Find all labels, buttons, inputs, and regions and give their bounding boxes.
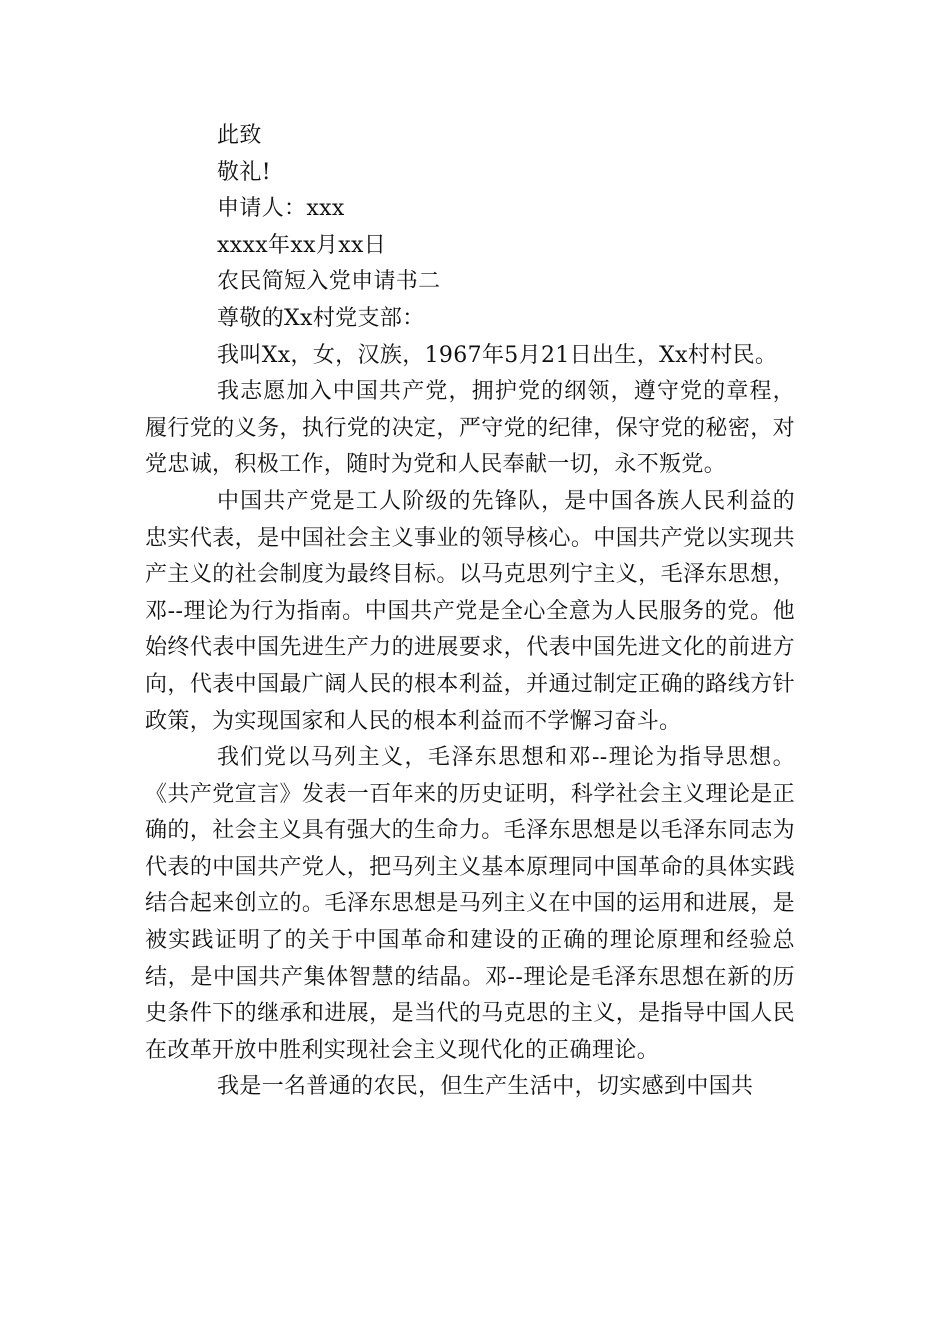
closing-salutation: 此致 <box>217 123 262 148</box>
paragraph-party-nature: 中国共产党是工人阶级的先锋队，是中国各族人民利益的忠实代表，是中国社会主义事业的领导核心。中国共产党以实现共产主义的社会制度为最终目标。以马克思列宁主义，毛泽东思想，邓--理论为行为指南。中国共产党是全心全意为人民服务的党。他始终代表中国先进生产力的进展要求，代表中国先进文化的前进方向，代表中国最广阔人民的根本利益，并通过制定正确的路线方针政策，为实现国家和人民的根本利益而不学懈习奋斗。 <box>145 488 795 734</box>
applicant-signature: 申请人：xxx <box>217 196 345 222</box>
application-date: xxxx年xx月xx日 <box>217 232 387 258</box>
letter-title: 农民简短入党申请书二 <box>217 269 441 295</box>
paragraph-pledge: 我志愿加入中国共产党，拥护党的纲领，遵守党的章程，履行党的义务，执行党的决定，严守党的纪律，保守党的秘密，对党忠诚，积极工作，随时为党和人民奉献一切，永不叛党。 <box>145 379 795 478</box>
document-page <box>145 118 795 1106</box>
paragraph-guiding-thought: 我们党以马列主义，毛泽东思想和邓--理论为指导思想。《共产党宣言》发表一百年来的历史证明，科学社会主义理论是正确的，社会主义具有强大的生命力。毛泽东思想是以毛泽东同志为代表的中国共产党人，把马列主义基本原理同中国革命的具体实践结合起来创立的。毛泽东思想是马列主义在中国的运用和进展，是被实践证明了的关于中国革命和建设的正确的理论原理和经验总结，是中国共产集体智慧的结晶。邓--理论是毛泽东思想在新的历史条件下的继承和进展，是当代的马克思的主义，是指导中国人民在改革开放中胜利实现社会主义现代化的正确理论。 <box>145 745 795 1063</box>
paragraph-intro: 我叫Xx，女，汉族，1967年5月21日出生，Xx村村民。 <box>217 342 778 368</box>
letter-addressee: 尊敬的Xx村党支部： <box>217 305 425 331</box>
closing-respect: 敬礼! <box>217 159 271 185</box>
paragraph-personal: 我是一名普通的农民，但生产生活中，切实感到中国共 <box>217 1074 754 1100</box>
